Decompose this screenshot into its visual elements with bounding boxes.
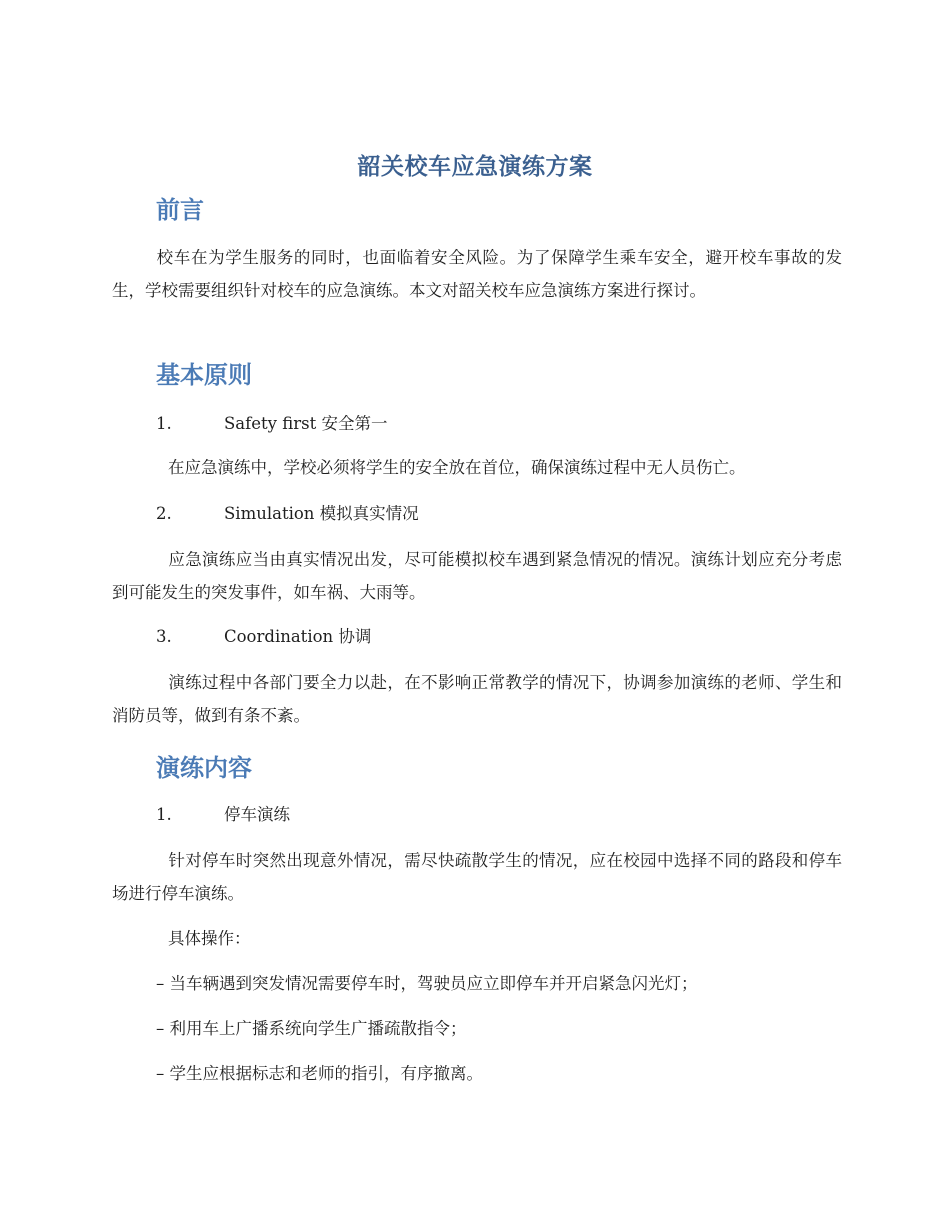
principle-text-2 xyxy=(112,543,842,609)
operation-step: – 当车辆遇到突发情况需要停车时，驾驶员应立即停车并开启紧急闪光灯； xyxy=(156,974,698,993)
list-number: 1. xyxy=(156,414,172,433)
list-number: 1. xyxy=(156,805,172,824)
document-title: 韶关校车应急演练方案 xyxy=(357,154,593,180)
principle-text-1: 在应急演练中，学校必须将学生的安全放在首位，确保演练过程中无人员伤亡。 xyxy=(168,458,746,477)
list-label: Simulation 模拟真实情况 xyxy=(224,504,419,523)
drill-item-1 xyxy=(156,803,290,827)
operations-label: 具体操作： xyxy=(168,929,251,948)
heading-drills: 演练内容 xyxy=(156,754,252,782)
principle-text-2-content: 应急演练应当由真实情况出发，尽可能模拟校车遇到紧急情况的情况。演练计划应充分考虑到可能发生的突发事件，如车祸、大雨等。 xyxy=(112,550,842,602)
list-label: 停车演练 xyxy=(224,805,290,824)
drill-text-1-content: 针对停车时突然出现意外情况，需尽快疏散学生的情况，应在校园中选择不同的路段和停车场进行停车演练。 xyxy=(112,851,842,903)
heading-preface: 前言 xyxy=(156,196,204,224)
list-number: 2. xyxy=(156,504,172,523)
principle-text-3-content: 演练过程中各部门要全力以赴，在不影响正常教学的情况下，协调参加演练的老师、学生和消防员等，做到有条不紊。 xyxy=(112,673,842,725)
list-number: 3. xyxy=(156,627,172,646)
list-label: Safety first 安全第一 xyxy=(224,414,388,433)
principle-item-3 xyxy=(156,625,371,649)
heading-principles: 基本原则 xyxy=(156,361,252,389)
principle-item-2 xyxy=(156,502,419,526)
principle-item-1 xyxy=(156,412,387,436)
drill-text-1 xyxy=(112,844,842,910)
principle-text-3 xyxy=(112,666,842,732)
operation-step: – 利用车上广播系统向学生广播疏散指令； xyxy=(156,1019,467,1038)
list-label: Coordination 协调 xyxy=(224,627,372,646)
operation-step: – 学生应根据标志和老师的指引，有序撤离。 xyxy=(156,1064,483,1083)
preface-text: 校车在为学生服务的同时，也面临着安全风险。为了保障学生乘车安全，避开校车事故的发生，学校需要组织针对校车的应急演练。本文对韶关校车应急演练方案进行探讨。 xyxy=(112,248,842,300)
preface-paragraph xyxy=(112,241,842,307)
